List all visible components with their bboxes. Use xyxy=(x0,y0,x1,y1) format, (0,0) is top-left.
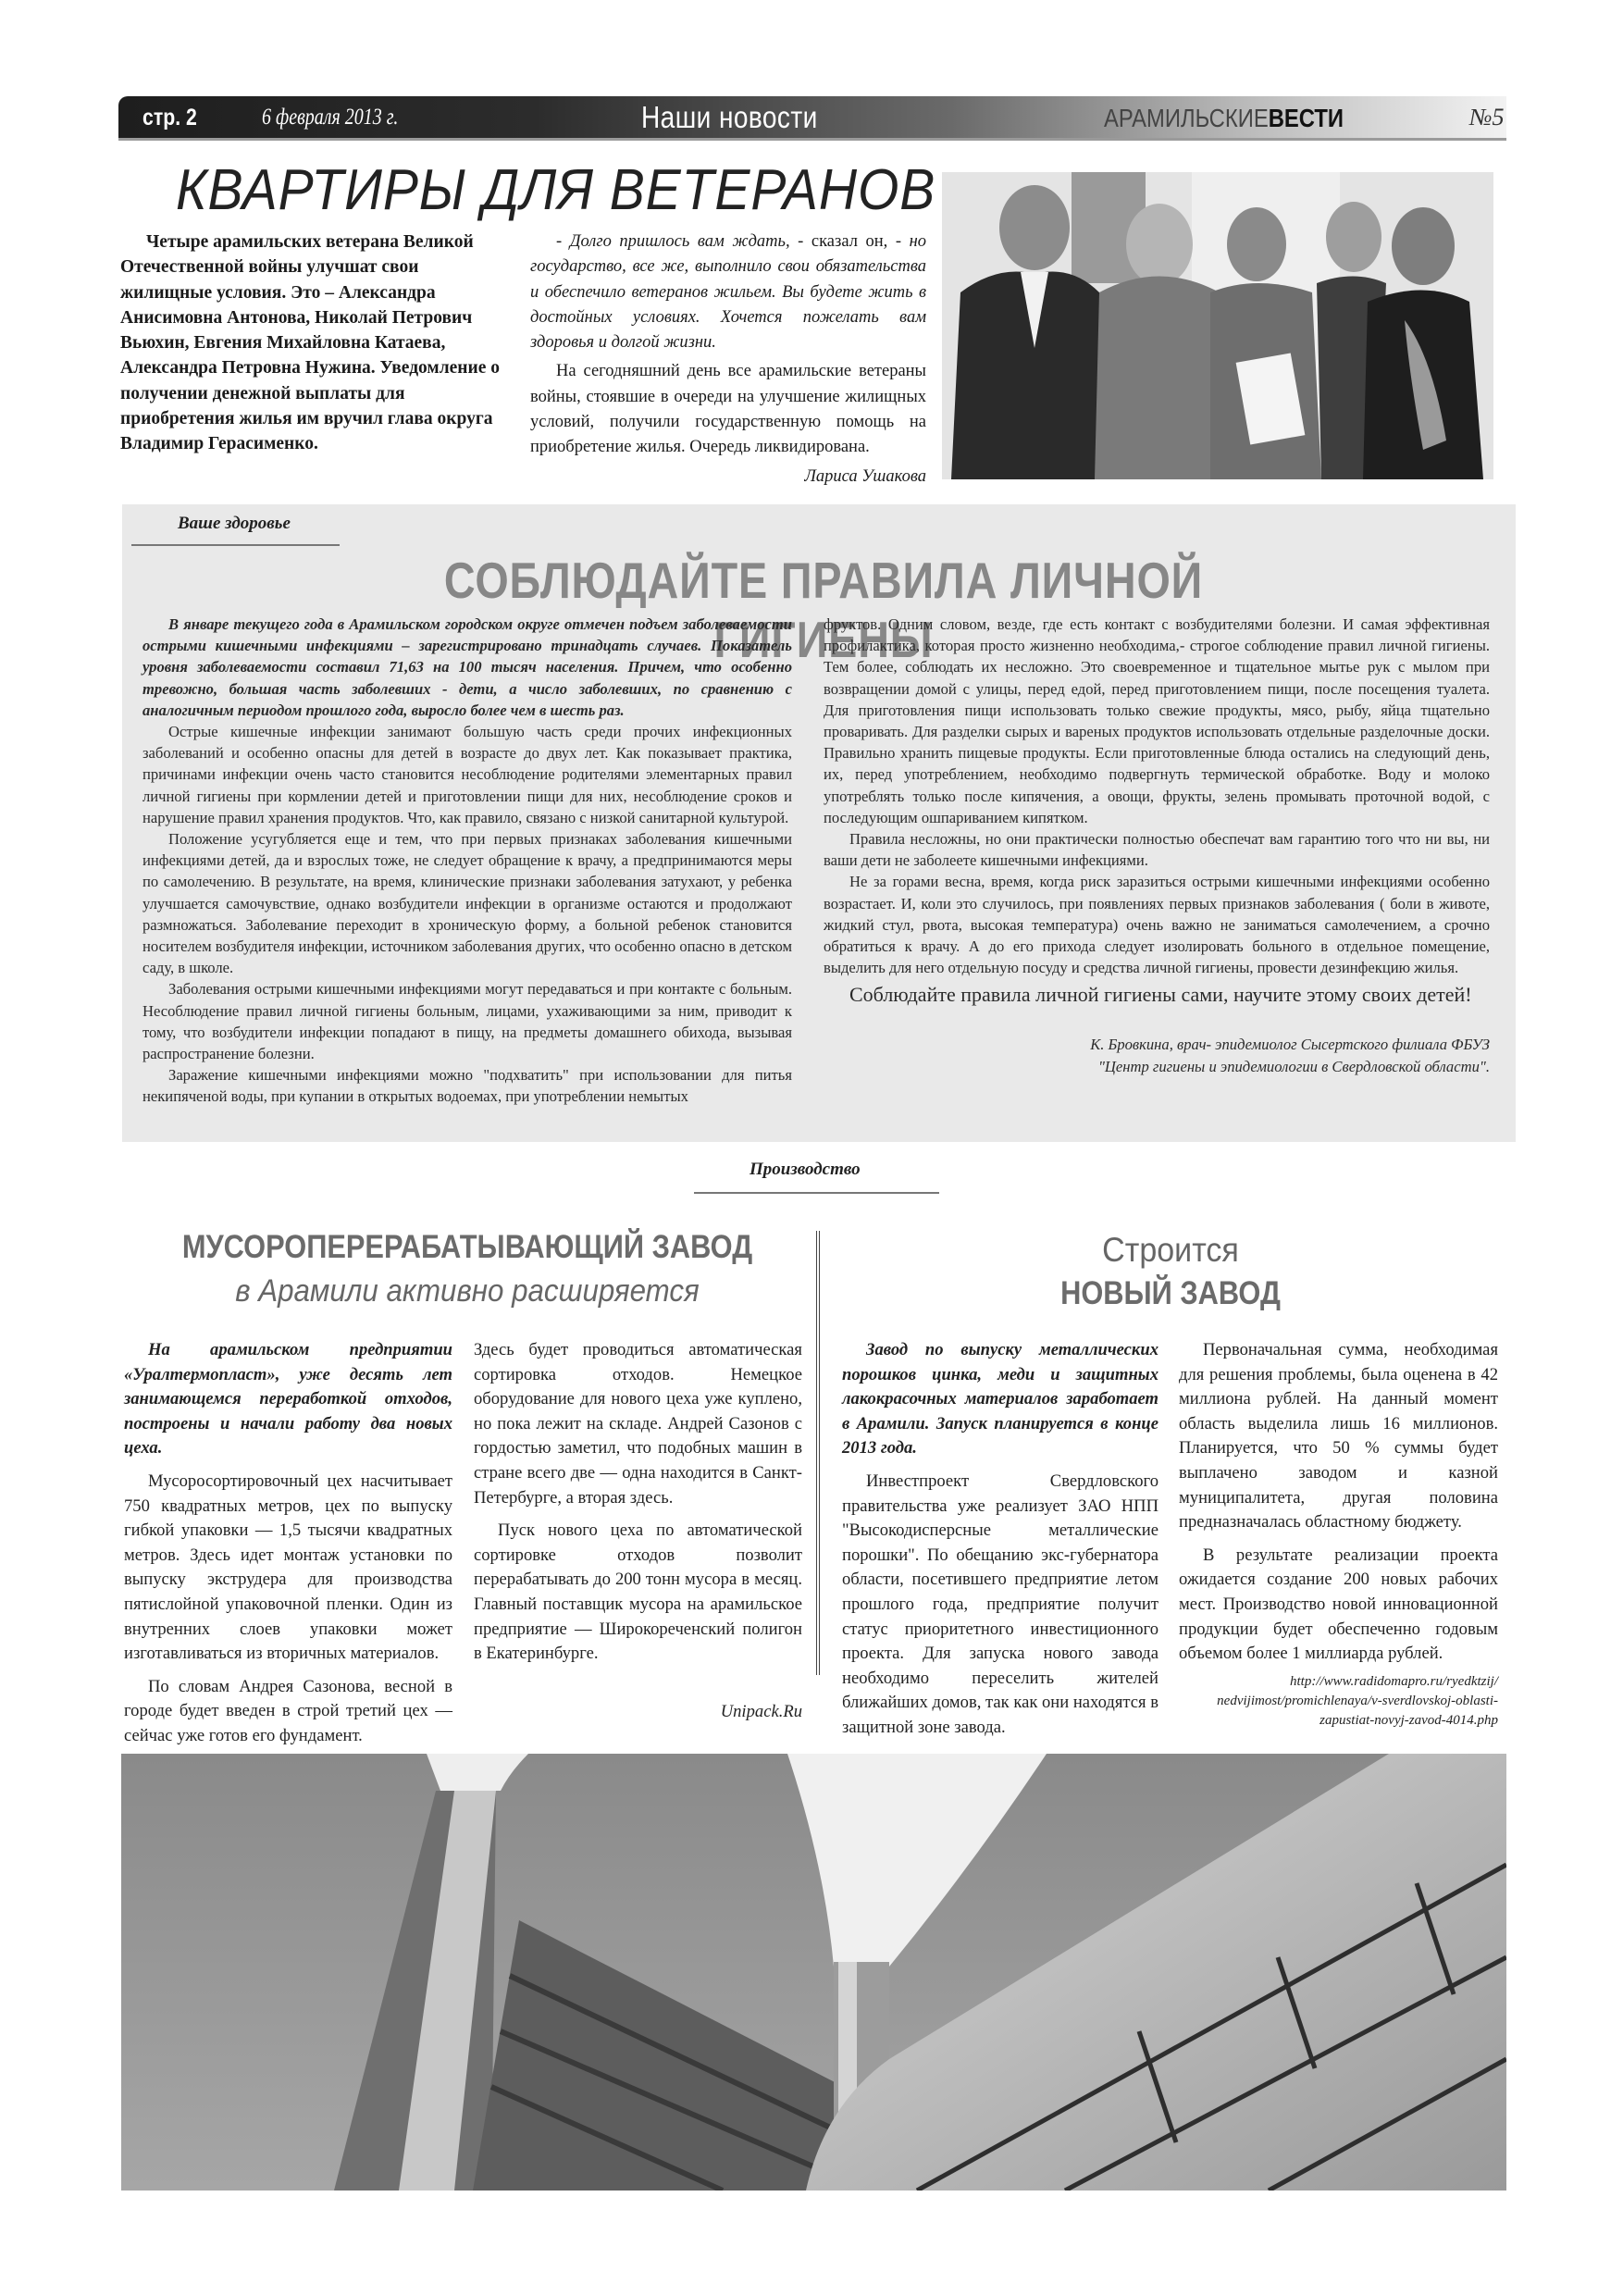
issue-date: 6 февраля 2013 г. xyxy=(262,105,399,130)
plant-article-title-bold: НОВЫЙ ЗАВОД xyxy=(1060,1275,1281,1311)
veterans-quote: - Долго пришлось вам ждать, - сказал он, - но государство, все же, выполнило свои обязательства и обеспечило ветеранов жильем. Вы будете жить в достойных условиях. Хочется пожелать вам здоровья и долгой жизни. xyxy=(530,232,927,353)
health-paragraph: Правила несложны, но они практически полностью обеспечат вам гарантию того что ни вы, ни ваши дети не заболеете кишечными инфекциями. xyxy=(824,830,1490,870)
waste-source: Unipack.Ru xyxy=(720,1701,802,1721)
health-paragraph: Не за горами весна, время, когда риск заразиться острыми кишечными инфекциями особенно возрастает. И, коли это случилось, при появлениях первых признаков заболевания ( боли в животе, жидкий стул, рвота, высокая температура) очень важно не заниматься самолечением, а срочно обратиться к врачу. А до его прихода следует изолировать больного в отдельное помещение, выделить для него отдельную посуду и средства личной гигиены, провести дезинфекцию жилья. xyxy=(824,873,1490,977)
rubric-underline xyxy=(131,544,340,546)
page-header-bar xyxy=(118,96,1506,141)
group-photo-image xyxy=(942,172,1493,479)
section-title: Наши новости xyxy=(641,100,818,134)
plant-paragraph: В результате реализации проекта ожидается создание 200 новых рабочих мест. Производство новой инновационной продукции будет обеспеченно годовым объемом более 1 миллиарда рублей. xyxy=(1179,1545,1498,1664)
rubric-underline xyxy=(694,1192,939,1194)
health-article-title: СОБЛЮДАЙТЕ ПРАВИЛА ЛИЧНОЙ ГИГИЕНЫ xyxy=(443,552,1204,668)
plant-article-column-1 xyxy=(842,1338,1158,1741)
waste-paragraph: По словам Андрея Сазонова, весной в городе будет введен в строй третий цех — сейчас уже готов его фундамент. xyxy=(124,1676,452,1745)
veterans-article-body xyxy=(530,230,926,490)
waste-article-subtitle: в Арамили активно расширяется xyxy=(235,1273,700,1309)
plant-paragraph: Инвестпроект Свердловского правительства уже реализует ЗАО НПП "Высокодисперсные металлические порошки". По обещанию экс-губернатора области, посетившего предприятие летом прошлого года, предприятие получит статус приоритетного инвестиционного проекта. Для запуска нового завода необходимо переселить жителей ближайших домов, так как они находятся в защитной зоне завода. xyxy=(842,1471,1159,1737)
plant-lead: Завод по выпуску металлических порошков цинка, меди и защитных лакокрасочных материалов заработает в Арамили. Запуск планируется в конце 2013 года. xyxy=(842,1340,1158,1458)
health-slogan: Соблюдайте правила личной гигиены сами, научите этому своих детей! xyxy=(849,983,1472,1007)
newspaper-name-bold: ВЕСТИ xyxy=(1268,104,1344,132)
veterans-photo xyxy=(942,172,1493,479)
issue-number: №5 xyxy=(1469,104,1505,130)
page-number: стр. 2 xyxy=(142,105,197,130)
newspaper-name xyxy=(1104,104,1344,133)
column-divider xyxy=(816,1231,820,1675)
waste-paragraph: Здесь будет проводиться автоматическая сортировка отходов. Немецкое оборудование для нового цеха уже куплено, но пока лежит на складе. Андрей Сазонов с гордостью заметил, что подобных машин в стране всего две — одна находится в Санкт-Петербурге, а вторая здесь. xyxy=(474,1340,802,1508)
plant-source-url[interactable]: http://www.radidomapro.ru/ryedktzij/ nedvijimost/promichlenaya/v-sverdlovskoj-oblasti- zapustiat-novyj-zavod-4014.php xyxy=(1217,1673,1498,1728)
health-article-box xyxy=(122,504,1516,1142)
waste-article-column-2 xyxy=(474,1338,802,1724)
health-lead: В январе текущего года в Арамильском городском округе отмечен подъем заболеваемости острыми кишечными инфекциями – зарегистрировано тринадцать случаев. Показатель уровня заболеваемости составил 71,63 на 100 тысяч населения. Причем, что особенно тревожно, большая часть заболевших - дети, а число заболевших, по сравнению с аналогичным периодом прошлого года, выросло более чем в шесть раз. xyxy=(142,615,792,719)
factory-chimneys-image xyxy=(121,1754,1506,2191)
waste-lead: На арамильском предприятии «Уралтермопласт», уже десять лет занимающемся переработкой отходов, построены и начали работу два новых цеха. xyxy=(124,1340,452,1458)
newspaper-name-light: АРАМИЛЬСКИЕ xyxy=(1104,104,1269,132)
rubric-your-health: Ваше здоровье xyxy=(178,514,291,533)
veterans-paragraph: На сегодняшний день все арамильские ветераны войны, стоявшие в очереди на улучшение жилищных условий, получили государственную помощь на приобретение жилья. Очередь ликвидирована. xyxy=(530,362,926,457)
rubric-production: Производство xyxy=(750,1160,861,1179)
veterans-author: Лариса Ушакова xyxy=(804,466,926,486)
factory-photo xyxy=(121,1754,1506,2191)
waste-article-title: МУСОРОПЕРЕРАБАТЫВАЮЩИЙ ЗАВОД xyxy=(181,1229,753,1265)
waste-paragraph: Пуск нового цеха по автоматической сортировке отходов позволит перерабатывать до 200 тонн мусора в месяц. Главный поставщик мусора на арамильское предприятие — Широкореченский полигон в Екатеринбурге. xyxy=(474,1520,802,1664)
plant-paragraph: Первоначальная сумма, необходимая для решения проблемы, была оценена в 42 миллиона рублей. На данный момент область выделила лишь 16 миллионов. Планируется, что 50 % суммы будет выплачено заводом и казной муниципалитета, другая половина предназначалась областному бюджету. xyxy=(1179,1340,1498,1533)
health-paragraph: Положение усугубляется еще и тем, что при первых признаках заболевания кишечными инфекциями детей, да и взрослых тоже, не следует обращение к врачу, а предпринимаются меры по самолечению. В результате, на время, клинические признаки заболевания затухают, у ребенка улучшается самочувствие, однако возбудители инфекции в организме остаются и продолжают размножаться. Заболевание переходит в хроническую форму, а больной ребенок становится носителем возбудителя инфекции, источником заболевания других, что особенно опасно в детском саду, в школе. xyxy=(142,830,792,977)
health-paragraph-continued: фруктов. Одним словом, везде, где есть контакт с возбудителями болезни. И самая эффективная профилактика, которая просто жизненно необходима,- строгое соблюдение правил личной гигиены. Тем более, соблюдать их несложно. Это своевременное и тщательное мытье рук с мылом при возвращении домой с улицы, перед едой, перед приготовлением пищи, после посещения туалета. Для приготовления пищи использовать только свежие продукты, мясо, рыбу, яйца тщательно проваривать. Для разделки сырых и вареных продуктов использовать отдельные разделочные доски. Правильно хранить пищевые продукты. Если приготовленные блюда остались на следующий день, их, перед употреблением, необходимо подвергнуть термической обработке. Воду и молоко употреблять только после кипячения, а овощи, фрукты, зелень промывать проточной водой, с последующим ошпариванием кипятком. xyxy=(824,615,1490,826)
health-paragraph: Заражение кишечными инфекциями можно "подхватить" при использовании для питья некипяченой воды, при купании в открытых водоемах, при употреблении немытых xyxy=(142,1066,792,1106)
plant-article-column-2 xyxy=(1179,1338,1498,1731)
waste-article-column-1 xyxy=(124,1338,452,1749)
health-column-right xyxy=(824,614,1490,1077)
waste-paragraph: Мусоросортировочный цех насчитывает 750 квадратных метров, цех по выпуску гибкой упаковки — 1,5 тысячи квадратных метров. Здесь идет монтаж установки по выпуску экструдера для производства пятислойной упаковочной пленки. Один из внутренних слоев упаковки может изготавливаться из вторичных материалов. xyxy=(124,1471,452,1664)
veterans-article-title: КВАРТИРЫ ДЛЯ ВЕТЕРАНОВ xyxy=(176,158,936,222)
health-paragraph: Острые кишечные инфекции занимают большую часть среди прочих инфекционных заболеваний и особенно опасны для детей в возрасте до двух лет. Как показывает практика, причинами инфекции очень часто становится несоблюдение родителями элементарных правил личной гигиены при кормлении детей и приготовлении пищи для них, несоблюдение сроков и нарушение правил хранения продуктов. Что, как правило, связано с низкой санитарной культурой. xyxy=(142,723,792,826)
health-column-left xyxy=(142,614,792,1108)
veterans-article-lead: Четыре арамильских ветерана Великой Отечественной войны улучшат свои жилищные условия. Это – Александра Анисимовна Антонова, Николай Петрович Вьюхин, Евгения Михайловна Катаева, Александра Петровна Нужина. Уведомление о получении денежной выплаты для приобретения жилья им вручил глава округа Владимир Герасименко. xyxy=(120,232,501,454)
plant-article-title-light: Строится xyxy=(1102,1231,1239,1269)
health-paragraph: Заболевания острыми кишечными инфекциями могут передаваться и при контакте с больным. Несоблюдение правил личной гигиены больным, лицами, ухаживающими за ним, приводит к тому, что возбудители инфекции попадают в пищу, на предметы домашнего обихода, вызывая распространение болезни. xyxy=(142,980,792,1063)
health-signature: К. Бровкина, врач- эпидемиолог Сысертского филиала ФБУЗ "Центр гигиены и эпидемиологии в Свердловской области". xyxy=(1090,1036,1490,1075)
